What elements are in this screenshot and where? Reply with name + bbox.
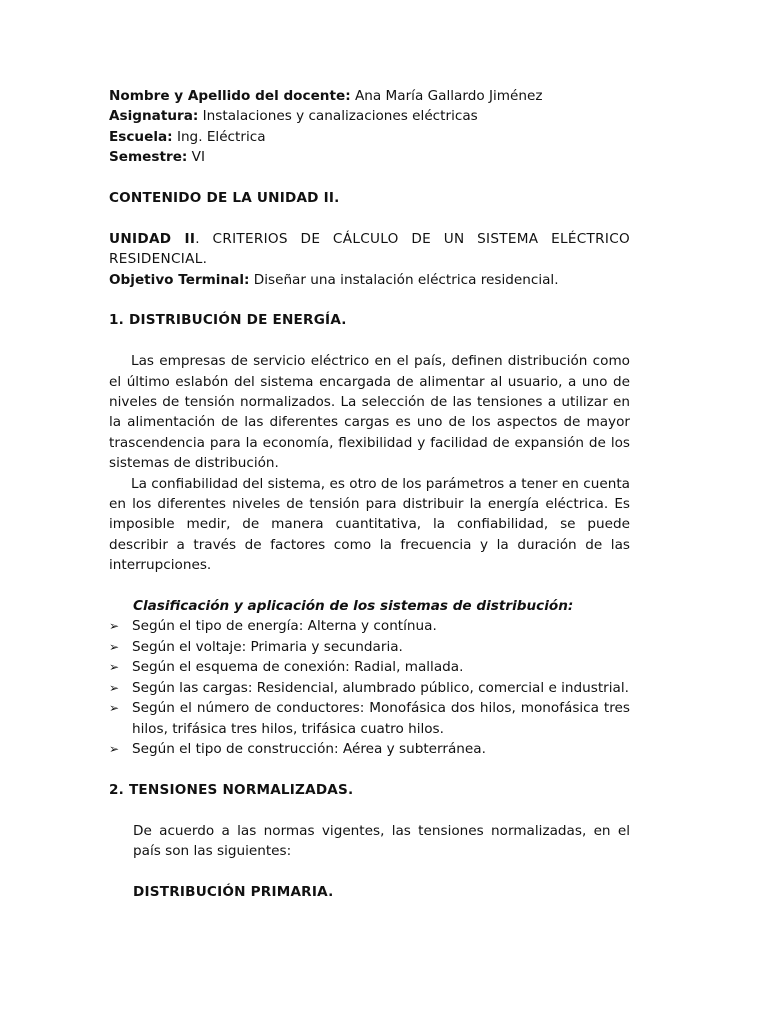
document-page bbox=[109, 86, 630, 902]
unidad-label: UNIDAD II bbox=[109, 230, 196, 247]
arrow-right-bullet-icon: ➢ bbox=[109, 741, 120, 756]
objetivo-value: Diseñar una instalación eléctrica residencial. bbox=[253, 271, 559, 288]
asignatura-label: Asignatura: bbox=[109, 108, 199, 125]
escuela-label: Escuela: bbox=[109, 128, 173, 145]
arrow-right-bullet-icon: ➢ bbox=[109, 680, 120, 695]
asignatura-line bbox=[109, 106, 630, 126]
objetivo-label: Objetivo Terminal: bbox=[109, 271, 250, 288]
arrow-right-bullet-icon: ➢ bbox=[109, 619, 120, 634]
unidad-title bbox=[109, 229, 630, 270]
list-item: ➢ Según el tipo de construcción: Aérea y subterránea. bbox=[109, 739, 630, 759]
section1-paragraph1: Las empresas de servicio eléctrico en el país, definen distribución como el último eslabón del sistema encargada de alimentar al usuario, a uno de niveles de tensión normalizados. La selección de las tensiones a utilizar en la alimentación de las diferentes cargas es uno de los aspectos de mayor trascendencia para la economía, flexibilidad y facilidad de expansión de los sistemas de distribución. bbox=[109, 353, 630, 472]
list-item: ➢ Según el esquema de conexión: Radial, mallada. bbox=[109, 657, 630, 677]
docente-label: Nombre y Apellido del docente: bbox=[109, 88, 351, 104]
classification-title: Clasificación y aplicación de los sistemas de distribución: bbox=[133, 598, 574, 615]
list-item: ➢ Según las cargas: Residencial, alumbrado público, comercial e industrial. bbox=[109, 678, 630, 698]
escuela-value: Ing. Eléctrica bbox=[176, 128, 266, 145]
section2-subheading: DISTRIBUCIÓN PRIMARIA. bbox=[133, 883, 334, 900]
list-item: ➢ Según el tipo de energía: Alterna y contínua. bbox=[109, 616, 630, 636]
arrow-right-bullet-icon: ➢ bbox=[109, 639, 120, 654]
objetivo-line bbox=[109, 270, 630, 290]
arrow-right-bullet-icon: ➢ bbox=[109, 701, 120, 716]
section1-heading: 1. DISTRIBUCIÓN DE ENERGÍA. bbox=[109, 312, 347, 329]
escuela-line bbox=[109, 127, 630, 147]
docente-value: Ana María Gallardo Jiménez bbox=[354, 88, 543, 104]
semestre-line bbox=[109, 147, 630, 167]
unidad-title-text: . CRITERIOS DE CÁLCULO DE UN SISTEMA ELÉCTRICO RESIDENCIAL. bbox=[109, 230, 631, 268]
classification-block bbox=[109, 596, 630, 616]
semestre-value: VI bbox=[191, 149, 205, 166]
section2-heading: 2. TENSIONES NORMALIZADAS. bbox=[109, 781, 354, 798]
section2-paragraph: De acuerdo a las normas vigentes, las tensiones normalizadas, en el país son las siguientes: bbox=[133, 822, 630, 859]
docente-line bbox=[109, 86, 630, 106]
list-item: ➢ Según el voltaje: Primaria y secundaria. bbox=[109, 637, 630, 657]
content-title: CONTENIDO DE LA UNIDAD II. bbox=[109, 190, 340, 207]
list-item: ➢ Según el número de conductores: Monofásica dos hilos, monofásica tres hilos, trifásica tres hilos, trifásica cuatro hilos. bbox=[109, 700, 630, 737]
semestre-label: Semestre: bbox=[109, 149, 188, 166]
section1-paragraph2: La confiabilidad del sistema, es otro de los parámetros a tener en cuenta en los diferentes niveles de tensión para distribuir la energía eléctrica. Es imposible medir, de manera cuantitativa, la confiabilidad, se puede describir a través de factores como la frecuencia y la duración de las interrupciones. bbox=[109, 475, 630, 574]
arrow-right-bullet-icon: ➢ bbox=[109, 660, 120, 675]
classification-list bbox=[109, 616, 630, 759]
asignatura-value: Instalaciones y canalizaciones eléctricas bbox=[202, 108, 478, 125]
